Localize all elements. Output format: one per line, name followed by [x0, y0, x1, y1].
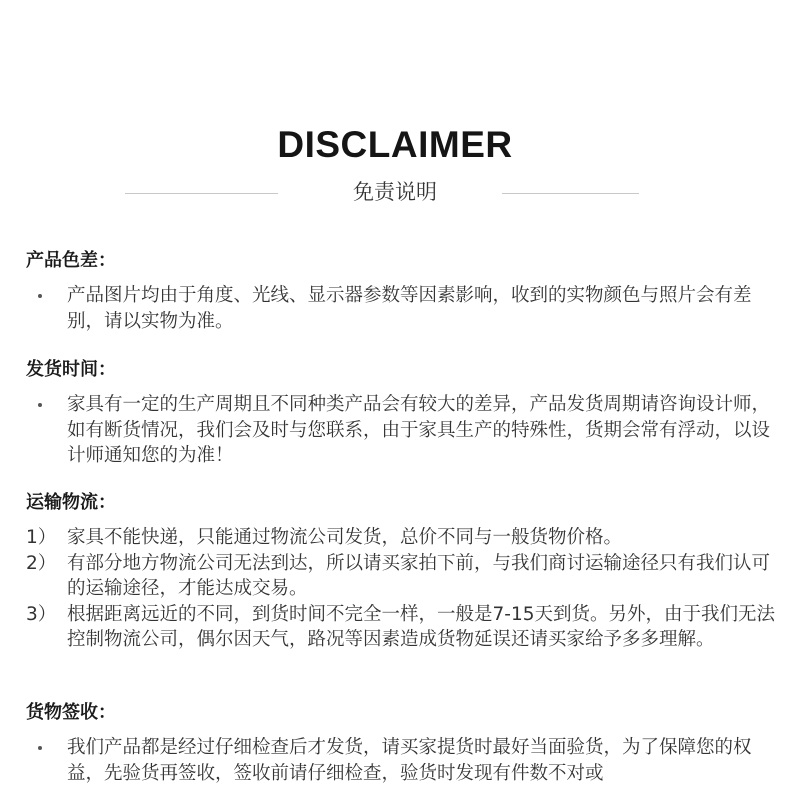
- list-item: [26, 283, 778, 334]
- section-heading: 产品色差：: [26, 250, 116, 271]
- right-divider: [502, 193, 639, 194]
- list-item-text: 我们产品都是经过仔细检查后才发货，请买家提货时最好当面验货，为了保障您的权益，先验货再签收，签收前请仔细检查，验货时发现有件数不对或: [67, 737, 752, 784]
- page-title: DISCLAIMER: [277, 124, 513, 165]
- subtitle-row: [0, 176, 790, 208]
- list-item: [26, 602, 778, 653]
- list-item-text: 产品图片均由于角度、光线、显示器参数等因素影响，收到的实物颜色与照片会有差别，请以实物为准。: [67, 285, 752, 332]
- section-heading: 货物签收：: [26, 702, 116, 723]
- section-color-difference: [26, 248, 778, 334]
- number-marker: 2）: [26, 552, 57, 574]
- section-receipt: [26, 700, 778, 786]
- section-heading: 运输物流：: [26, 492, 116, 513]
- list-item-text: 根据距离远近的不同，到货时间不完全一样，一般是7-15天到货。另外，由于我们无法控制物流公司，偶尔因天气，路况等因素造成货物延误还请买家给予多多理解。: [67, 603, 775, 650]
- list-item: [26, 735, 778, 786]
- section-shipping-time: [26, 357, 778, 469]
- list-item-text: 家具不能快递，只能通过物流公司发货，总价不同与一般货物价格。: [67, 527, 623, 548]
- number-marker: 3）: [26, 603, 57, 625]
- section-heading: 发货时间：: [26, 359, 116, 380]
- list-item-text: 家具有一定的生产周期且不同种类产品会有较大的差异，产品发货周期请咨询设计师，如有断货情况，我们会及时与您联系，由于家具生产的特殊性，货期会常有浮动，以设计师通知您的为准！: [67, 394, 771, 466]
- list-item: [26, 392, 778, 469]
- section-logistics: [26, 490, 778, 653]
- page-subtitle: 免责说明: [353, 180, 437, 204]
- number-marker: 1）: [26, 527, 57, 548]
- list-item: [26, 551, 778, 602]
- list-item: [26, 525, 778, 551]
- list-item-text: 有部分地方物流公司无法到达，所以请买家拍下前，与我们商讨运输途径只有我们认可的运输途径，才能达成交易。: [67, 552, 771, 599]
